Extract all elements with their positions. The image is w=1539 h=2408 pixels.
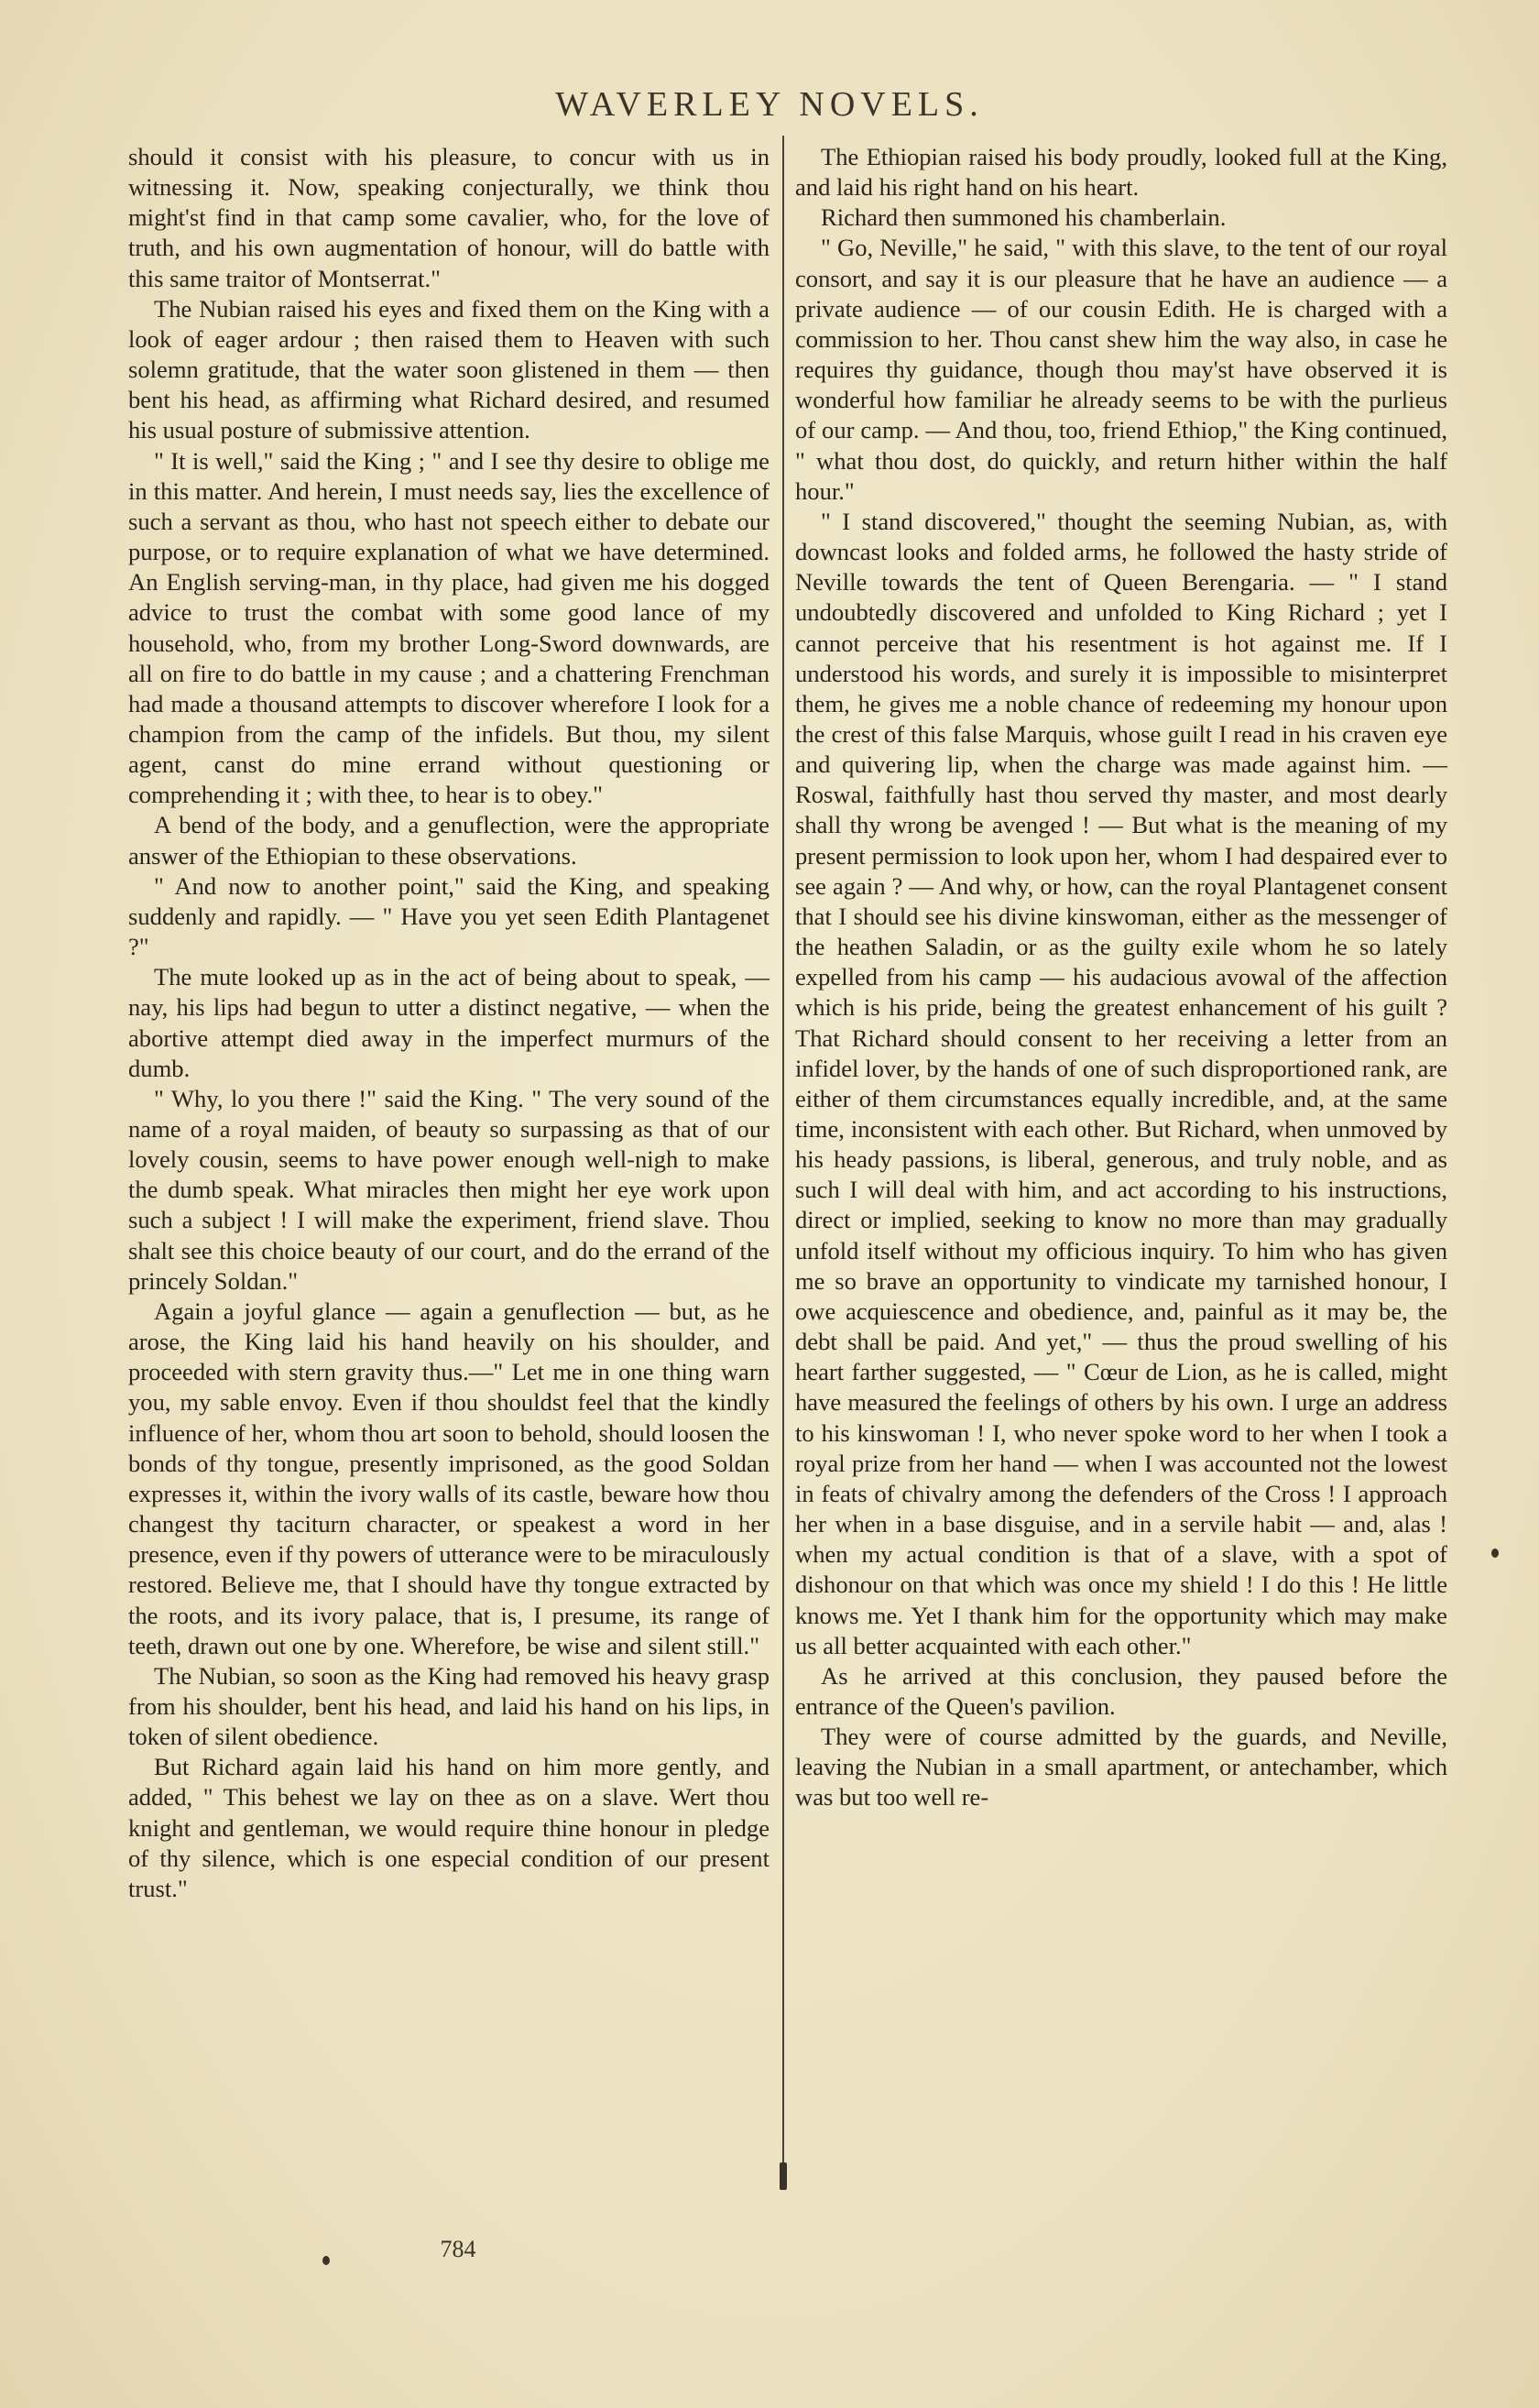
page-number: 784 [440, 2236, 476, 2262]
paragraph: But Richard again laid his hand on him more gently, and added, " This behest we lay on thee as on a slave. Wert thou knight and gentleman, we would require thine honour in pledge of thy silence, which is one especial condition of our present trust." [128, 1753, 770, 1902]
margin-mark [322, 2256, 330, 2265]
paragraph: " Why, lo you there !" said the King. " The very sound of the name of a royal maiden, of beauty so surpassing as that of our lovely cousin, seems to have power enough well-nigh to make the dumb speak. What miracles then might her eye work upon such a subject ! I will make the experiment, friend slave. Thou shalt see this choice beauty of our court, and do the errand of the princely Soldan." [128, 1084, 770, 1295]
paragraph: The Nubian, so soon as the King had removed his heavy grasp from his shoulder, bent his head, and laid his hand on his lips, in token of silent obedience. [128, 1661, 770, 1751]
paragraph: As he arrived at this conclusion, they paused before the entrance of the Queen's pavilion. [795, 1661, 1447, 1720]
divider-end-mark [780, 2162, 787, 2190]
running-head: WAVERLEY NOVELS. [555, 85, 984, 124]
paragraph: Again a joyful glance — again a genuflection — but, as he arose, the King laid his hand heavily on his shoulder, and proceeded with stern gravity thus.—" Let me in one thing warn you, my sable envoy. Even if thou shouldst feel that the kindly influence of her, whom thou art soon to behold, should loosen the bonds of thy tongue, presently imprisoned, as the good Soldan expresses it, within the ivory walls of its castle, beware how thou changest thy taciturn character, or speakest a word in her presence, even if thy powers of utterance were to be miraculously restored. Believe me, that I should have thy tongue extracted by the roots, and its ivory palace, that is, I presume, its range of teeth, drawn out one by one. Wherefore, be wise and silent still." [128, 1297, 770, 1659]
paragraph: They were of course admitted by the guards, and Neville, leaving the Nubian in a small apartment, or antechamber, which was but too well re- [795, 1723, 1447, 1811]
paragraph: " It is well," said the King ; " and I see thy desire to oblige me in this matter. And herein, I must needs say, lies the excellence of such a servant as thou, who hast not speech either to debate our purpose, or to require explanation of what we have determined. An English serving-man, in thy place, had given me his dogged advice to trust the combat with some good lance of my household, who, from my brother Long-Sword downwards, are all on fire to do battle in my cause ; and a chattering Frenchman had made a thousand attempts to discover wherefore I look for a champion from the camp of the infidels. But thou, my silent agent, canst do mine errand without questioning or comprehending it ; with thee, to hear is to obey." [128, 446, 770, 809]
paragraph: " And now to another point," said the King, and speaking suddenly and rapidly. — " Have you yet seen Edith Plantagenet ?" [128, 871, 770, 961]
paragraph: The Ethiopian raised his body proudly, looked full at the King, and laid his right hand on his heart. [795, 143, 1447, 202]
paragraph: The Nubian raised his eyes and fixed them on the King with a look of eager ardour ; then raised them to Heaven with such solemn gratitude, that the water soon glistened in them — then bent his head, as affirming what Richard desired, and resumed his usual posture of submissive attention. [128, 294, 770, 444]
margin-mark [1491, 1549, 1499, 1558]
left-column [128, 142, 770, 1904]
paragraph: " I stand discovered," thought the seeming Nubian, as, with downcast looks and folded arms, he followed the hasty stride of Neville towards the tent of Queen Berengaria. — " I stand undoubtedly discovered and unfolded to King Richard ; yet I cannot perceive that his resentment is hot against me. If I understood his words, and surely it is impossible to misinterpret them, he gives me a noble chance of redeeming my honour upon the crest of this false Marquis, whose guilt I read in his craven eye and quivering lip, when the charge was made against him. — Roswal, faithfully hast thou served thy master, and most dearly shall thy wrong be avenged ! — But what is the meaning of my present permission to look upon her, whom I had despaired ever to see again ? — And why, or how, can the royal Plantagenet consent that I should see his divine kinswoman, either as the messenger of the heathen Saladin, or as the guilty exile whom he so lately expelled from his camp — his audacious avowal of the affection which is his pride, being the greatest enhancement of his guilt ? That Richard should consent to her receiving a letter from an infidel lover, by the hands of one of such disproportioned rank, are either of them circumstances equally incredible, and, at the same time, inconsistent with each other. But Richard, when unmoved by his heady passions, is liberal, generous, and truly noble, and as such I will deal with him, and act according to his instructions, direct or implied, seeking to know no more than may gradually unfold itself without my officious inquiry. To him who has given me so brave an opportunity to vindicate my tarnished honour, I owe acquiescence and obedience, and, painful as it may be, the debt shall be paid. And yet," — thus the proud swelling of his heart farther suggested, — " Cœur de Lion, as he is called, might have measured the feelings of others by his own. I urge an address to his kinswoman ! I, who never spoke word to her when I took a royal prize from her hand — when I was accounted not the lowest in feats of chivalry among the defenders of the Cross ! I approach her when in a base disguise, and in a servile habit — and, alas ! when my actual condition is that of a slave, with a spot of dishonour on that which was once my shield ! I do this ! He little knows me. Yet I thank him for the opportunity which may make us all better acquainted with each other." [795, 507, 1447, 1659]
paragraph: Richard then summoned his chamberlain. [821, 203, 1227, 232]
paragraph: The mute looked up as in the act of being about to speak, — nay, his lips had begun to utter a distinct negative, — when the abortive attempt died away in the imperfect murmurs of the dumb. [128, 963, 770, 1082]
right-column [795, 142, 1447, 1813]
paragraph: should it consist with his pleasure, to concur with us in witnessing it. Now, speaking conjecturally, we think thou might'st find in that camp some cavalier, who, for the love of truth, and his own augmentation of honour, will do battle with this same traitor of Montserrat." [128, 143, 770, 292]
paragraph: A bend of the body, and a genuflection, were the appropriate answer of the Ethiopian to these observations. [128, 811, 770, 870]
column-divider [782, 136, 784, 2174]
paragraph: " Go, Neville," he said, " with this slave, to the tent of our royal consort, and say it is our pleasure that he have an audience — a private audience — of our cousin Edith. He is charged with a commission to her. Thou canst shew him the way also, in case he requires thy guidance, though thou may'st have observed it is wonderful how familiar he already seems to be with the purlieus of our camp. — And thou, too, friend Ethiop," the King continued, " what thou dost, do quickly, and return hither within the half hour." [795, 234, 1447, 505]
